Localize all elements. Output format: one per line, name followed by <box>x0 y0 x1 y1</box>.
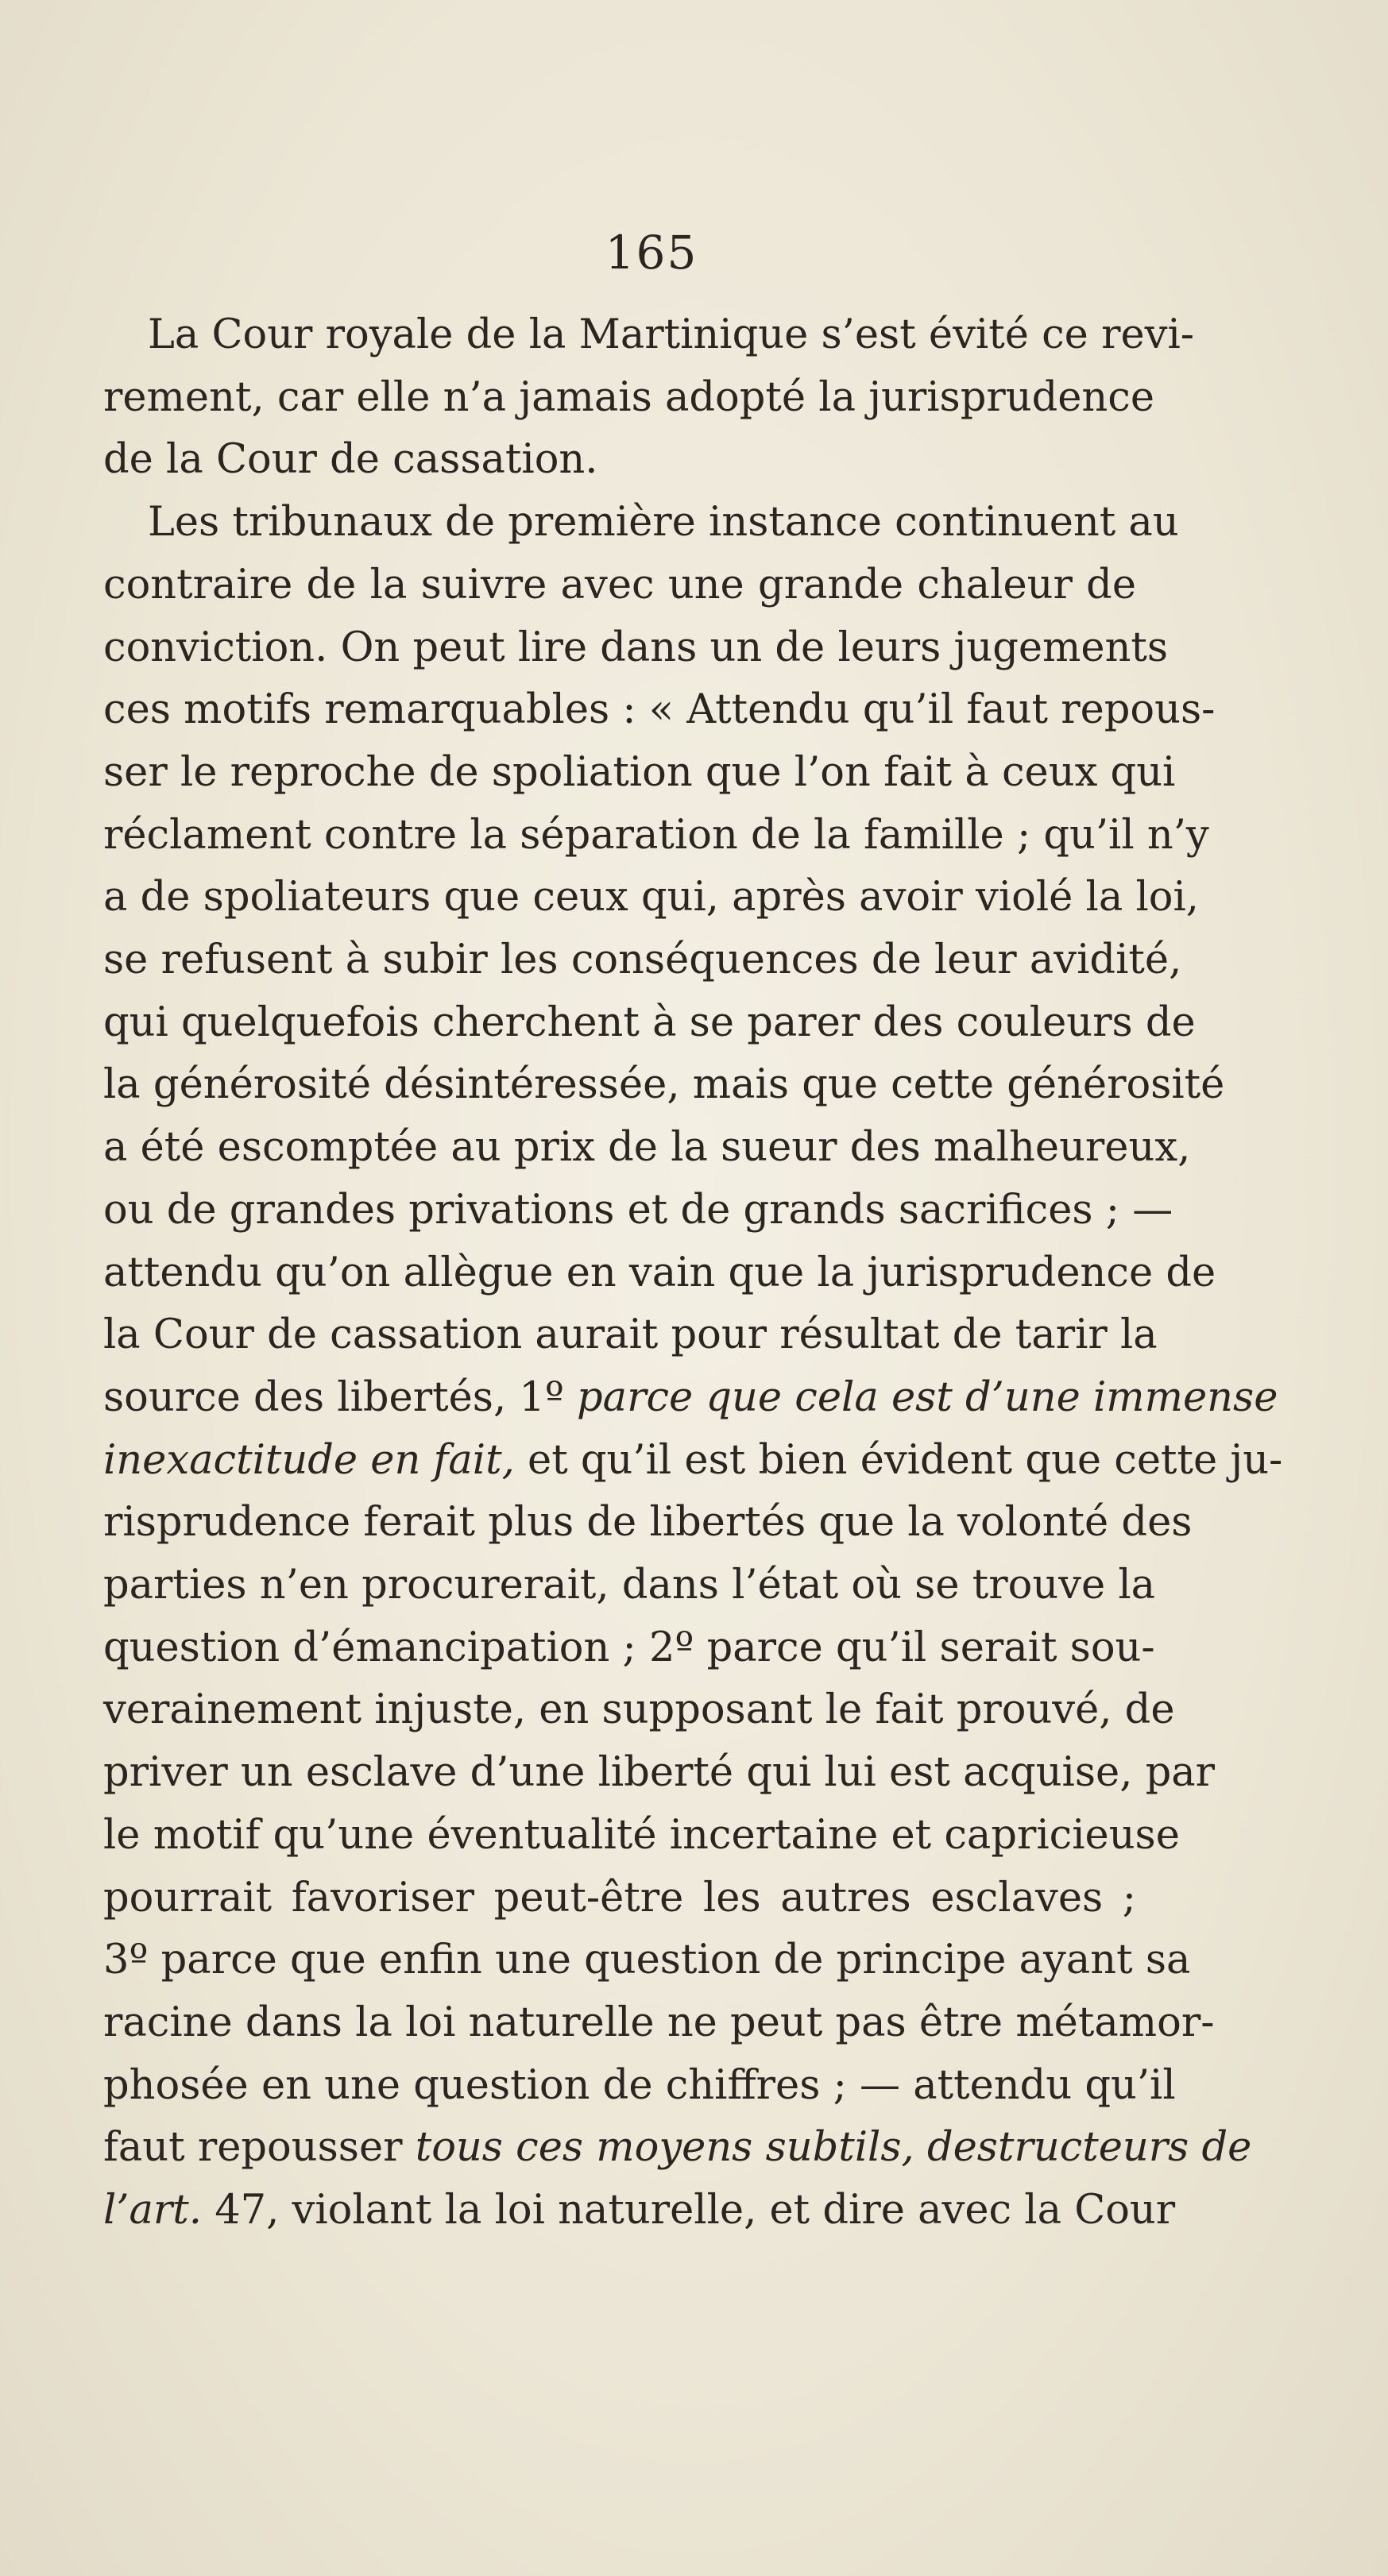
text-line: phosée en une question de chiffres ; — attendu qu’il <box>103 2061 1176 2109</box>
text-line: attendu qu’on allègue en vain que la jurisprudence de <box>103 1249 1216 1296</box>
text-line: se refusent à subir les conséquences de leur avidité, <box>103 937 1182 984</box>
italic-run: parce que cela est d’une immense <box>577 1373 1278 1421</box>
text-line <box>103 1430 1283 1493</box>
text-line: Les tribunaux de première instance continuent au <box>148 499 1179 546</box>
text-line: réclament contre la séparation de la famille ; qu’il n’y <box>103 811 1209 859</box>
paragraph-2 <box>103 492 1283 2242</box>
text-line: pourrait favoriser peut-être les autres esclaves ; <box>103 1874 1136 1921</box>
text-line: a de spoliateurs que ceux qui, après avoir violé la loi, <box>103 874 1199 921</box>
text-run: faut repousser <box>103 2124 416 2172</box>
italic-run: inexactitude en fait, <box>103 1436 515 1484</box>
text-line: 3º parce que enfin une question de principe ayant sa <box>103 1937 1191 1984</box>
text-line <box>103 2117 1252 2180</box>
text-line: de la Cour de cassation. <box>103 436 598 484</box>
paragraph-1 <box>103 304 1194 492</box>
text-line: contraire de la suivre avec une grande chaleur de <box>103 561 1136 608</box>
text-line: verainement injuste, en supposant le fait prouvé, de <box>103 1686 1175 1734</box>
body-text <box>103 304 1283 2242</box>
text-line: rement, car elle n’a jamais adopté la jurisprudence <box>103 373 1155 421</box>
text-line: question d’émancipation ; 2º parce qu’il serait sou- <box>103 1624 1155 1671</box>
text-run: 47, violant la loi naturelle, et dire avec la Cour <box>202 2187 1176 2234</box>
text-line: conviction. On peut lire dans un de leurs jugements <box>103 624 1169 671</box>
text-line: risprudence ferait plus de libertés que la volonté des <box>103 1499 1193 1547</box>
text-line <box>103 1367 1278 1430</box>
text-line: a été escomptée au prix de la sueur des malheureux, <box>103 1124 1191 1172</box>
italic-run: tous ces moyens subtils, destructeurs de <box>415 2124 1252 2172</box>
text-line: ser le reproche de spoliation que l’on fait à ceux qui <box>103 748 1176 796</box>
text-run: et qu’il est bien évident que cette ju- <box>514 1436 1283 1484</box>
text-line: La Cour royale de la Martinique s’est évité ce revi- <box>148 311 1194 358</box>
text-line: priver un esclave d’une liberté qui lui est acquise, par <box>103 1749 1216 1797</box>
text-line: parties n’en procurerait, dans l’état où se trouve la <box>103 1562 1156 1609</box>
text-run: source des libertés, 1º <box>103 1373 578 1421</box>
italic-run: l’art. <box>103 2187 203 2234</box>
text-line: ces motifs remarquables : « Attendu qu’il faut repous- <box>103 686 1216 734</box>
text-line: la Cour de cassation aurait pour résultat de tarir la <box>103 1311 1158 1359</box>
page-number: 165 <box>605 226 698 280</box>
text-line: la générosité désintéressée, mais que cette générosité <box>103 1061 1225 1109</box>
text-line <box>103 2180 1176 2242</box>
text-line: racine dans la loi naturelle ne peut pas être métamor- <box>103 1999 1215 2046</box>
text-line: le motif qu’une éventualité incertaine et capricieuse <box>103 1811 1180 1859</box>
text-line: qui quelquefois cherchent à se parer des couleurs de <box>103 998 1196 1046</box>
text-line: ou de grandes privations et de grands sacrifices ; — <box>103 1186 1173 1234</box>
